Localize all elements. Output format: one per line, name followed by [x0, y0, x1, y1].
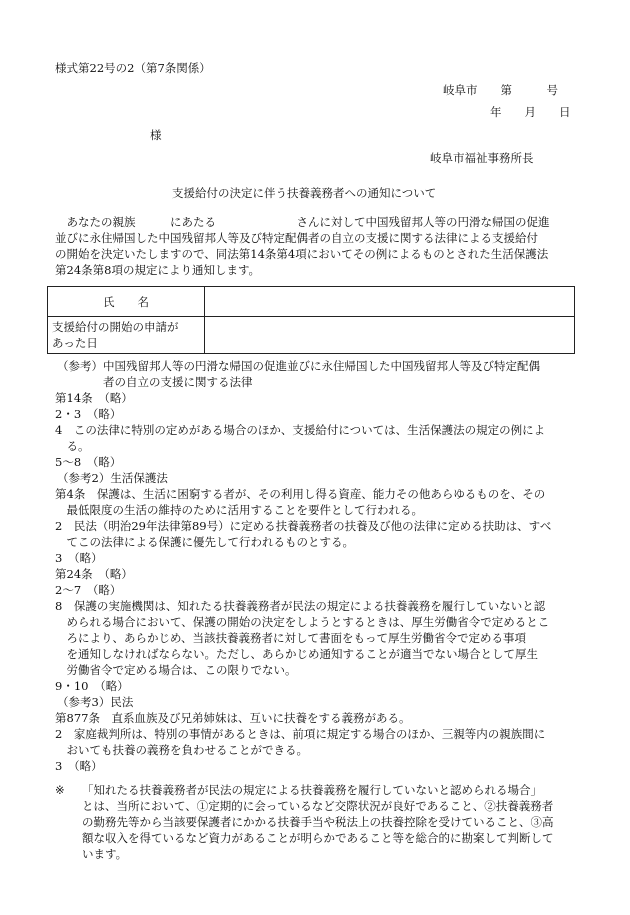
body-line: 第24条第8項の規定により通知します。: [55, 263, 261, 277]
ref-line: 第4条 保護は、生活に困窮する者が、その利用し得る資産、能力その他あらゆるものを、その: [55, 487, 546, 501]
reference-1-heading: （参考）中国残留邦人等の円滑な帰国の促進並びに永住帰国した中国残留邦人等及び特定配偶: [57, 359, 540, 373]
document-title: 支援給付の決定に伴う扶養義務者への通知について: [172, 186, 437, 200]
ref-line: 第24条 （略）: [55, 567, 133, 581]
reference-1: [55, 358, 545, 470]
ref-line: てこの法律による保護に優先して行われるものとする。: [55, 535, 354, 549]
application-date-label-line1: 支援給付の開始の申請が: [52, 320, 179, 334]
ref-line: ろにより、あらかじめ、当該扶養義務者に対して書面をもって厚生労働省令で定める事項: [55, 631, 527, 645]
note-line: います。: [82, 847, 128, 861]
body-line: あなたの親族 にあたる さんに対して中国残留邦人等の円滑な帰国の促進: [55, 215, 550, 229]
ref-line: 2・3 （略）: [55, 407, 122, 421]
body-line: 並びに永住帰国した中国残留邦人等及び特定配偶者の自立の支援に関する法律による支援給付: [55, 231, 538, 245]
ref-line: 3 （略）: [55, 551, 103, 565]
note-line: の勤務先等から当該要保護者にかかる扶養手当や税法上の扶養控除を受けていること、③高: [82, 815, 554, 829]
note-line: とは、当所において、①定期的に会っているなど交際状況が良好であること、②扶養義務者: [82, 799, 554, 813]
body-paragraph: [55, 214, 580, 278]
note-mark: ※: [55, 783, 65, 797]
ref-line: 2～7 （略）: [55, 583, 122, 597]
ref-line: 3 （略）: [55, 759, 103, 773]
body-line: の開始を決定いたしますので、同法第14条第4項においてその例によるものとされた生活保護法: [55, 247, 549, 261]
application-date-label: [48, 317, 205, 354]
reference-2: [55, 470, 551, 694]
ref-line: 4 この法律に特別の定めがある場合のほか、支援給付については、生活保護法の規定の例によ: [55, 423, 546, 437]
issue-date: 年 月 日: [490, 105, 571, 119]
info-table: [47, 286, 575, 354]
ref-line: 2 家庭裁判所は、特別の事情があるときは、前項に規定する場合のほか、三親等内の親族間に: [55, 727, 546, 741]
reference-3: [55, 694, 545, 774]
name-row: [48, 287, 575, 317]
note-line: 額な収入を得ているなど資力があることが明らかであること等を総合的に勘案して判断して: [82, 831, 554, 845]
application-date-label-line2: あった日: [52, 336, 98, 350]
ref-line: 労働省令で定める場合は、この限りでない。: [55, 663, 297, 677]
ref-line: 8 保護の実施機関は、知れたる扶養義務者が民法の規定による扶養義務を履行していないと認: [55, 599, 546, 613]
ref-line: おいても扶養の義務を負わせることができる。: [55, 743, 308, 757]
issuer: 岐阜市福祉事務所長: [430, 151, 534, 165]
ref-line: 最低限度の生活の維持のために活用することを要件として行われる。: [55, 503, 423, 517]
name-label: 氏 名: [48, 287, 205, 317]
ref-line: 第877条 直系血族及び兄弟姉妹は、互いに扶養をする義務がある。: [55, 711, 411, 725]
note-line: 「知れたる扶養義務者が民法の規定による扶養義務を履行していないと認められる場合」: [82, 783, 542, 797]
application-date-row: [48, 317, 575, 354]
city-number: 岐阜市 第 号: [443, 83, 558, 97]
reference-3-heading: （参考3）民法: [57, 695, 134, 709]
ref-line: 9・10 （略）: [55, 679, 129, 693]
name-value-cell[interactable]: [205, 287, 575, 317]
ref-line: る。: [55, 439, 90, 453]
ref-line: められる場合において、保護の開始の決定をしようとするときは、厚生労働省令で定めるとこ: [55, 615, 550, 629]
ref-line: 第14条 （略）: [55, 391, 133, 405]
note-text: [82, 782, 554, 862]
reference-1-heading-cont: 者の自立の支援に関する法律: [103, 375, 253, 389]
reference-2-heading: （参考2）生活保護法: [57, 471, 168, 485]
application-date-value-cell[interactable]: [205, 317, 575, 354]
addressee-suffix: 様: [150, 128, 162, 142]
ref-line: を通知しなければならない。ただし、あらかじめ通知することが適当でない場合として厚生: [55, 647, 538, 661]
ref-line: 2 民法（明治29年法律第89号）に定める扶養義務者の扶養及び他の法律に定める扶助は、すべ: [55, 519, 552, 533]
ref-line: 5～8 （略）: [55, 455, 122, 469]
form-number: 様式第22号の2（第7条関係）: [55, 61, 211, 75]
